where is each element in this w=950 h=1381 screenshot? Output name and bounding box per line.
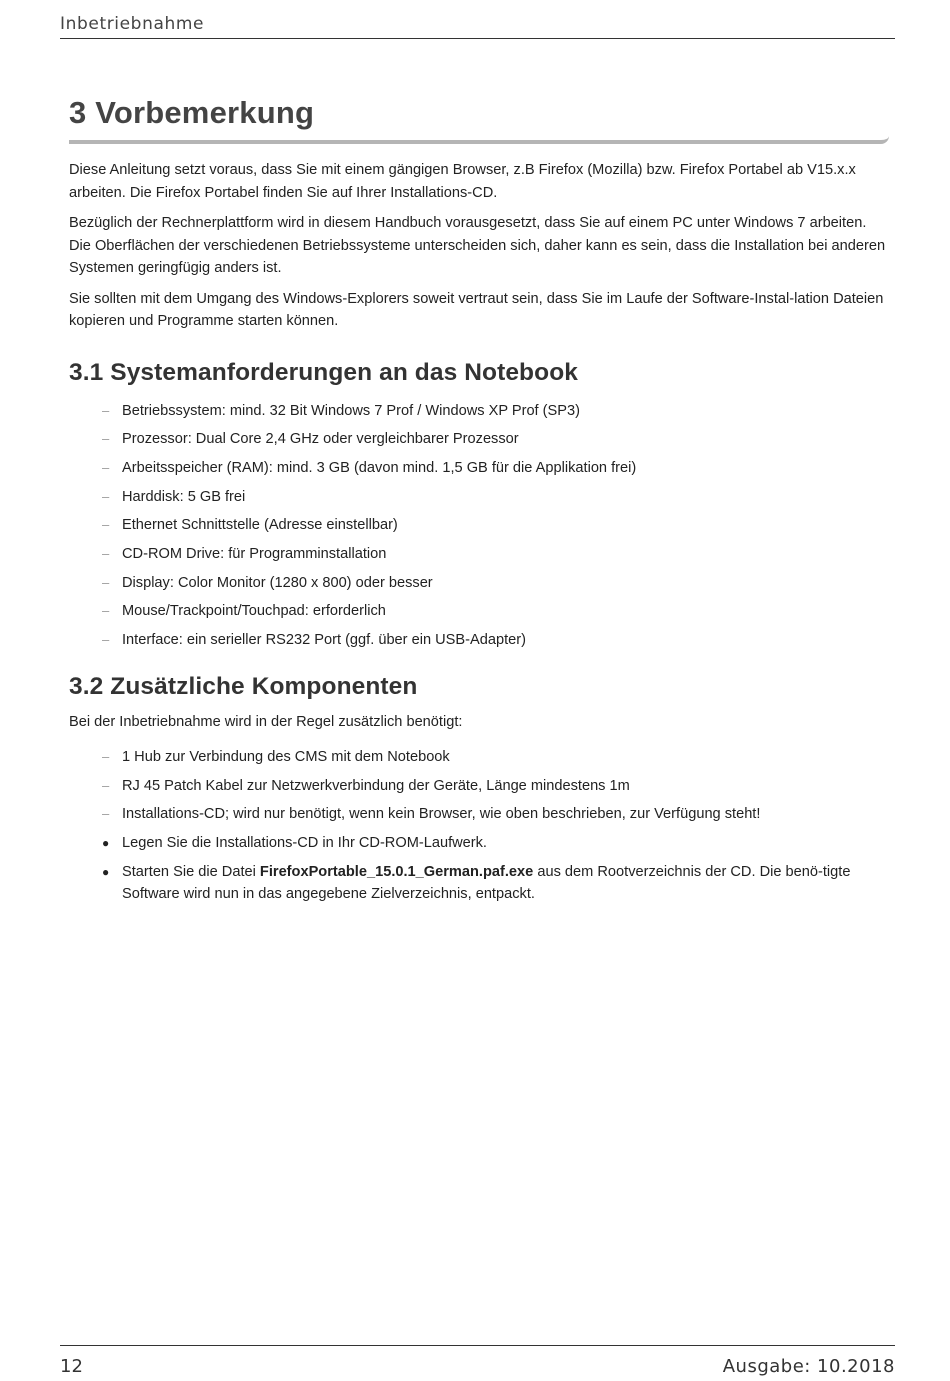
list-item	[102, 572, 889, 595]
list-item	[102, 629, 889, 652]
list-item	[102, 803, 889, 826]
requirements-list	[102, 400, 889, 652]
bullet-marker: ●	[102, 864, 110, 879]
dash-marker: –	[102, 488, 110, 504]
dash-marker: –	[102, 574, 110, 590]
section-heading-vorbemerkung: 3 Vorbemerkung	[69, 95, 889, 144]
list-item	[102, 486, 889, 509]
list-item-text: Betriebssystem: mind. 32 Bit Windows 7 Prof / Windows XP Prof (SP3)	[122, 402, 580, 419]
step-item	[102, 832, 889, 855]
list-item-text: 1 Hub zur Verbindung des CMS mit dem Notebook	[122, 749, 450, 765]
list-item-text: Installations-CD; wird nur benötigt, wenn kein Browser, wie oben beschrieben, zur Verfügung steht!	[122, 806, 761, 823]
dash-marker: –	[102, 777, 110, 793]
list-item	[102, 746, 889, 769]
list-item	[102, 775, 889, 798]
step-text: Legen Sie die Installations-CD in Ihr CD-ROM-Laufwerk.	[122, 835, 487, 852]
step-item	[102, 861, 889, 906]
paragraph-platform: Bezüglich der Rechnerplattform wird in diesem Handbuch vorausgesetzt, dass Sie auf einem PC unter Windows 7 arbeiten. Die Oberflächen der verschiedenen Betriebssysteme unterscheiden sich, daher kann es sein, dass die Installation bei anderen Systemen geringfügig anders ist.	[69, 215, 886, 276]
steps-list	[102, 832, 889, 906]
dash-marker: –	[102, 603, 110, 619]
list-item-text: Harddisk: 5 GB frei	[122, 488, 246, 505]
list-item-text: Interface: ein serieller RS232 Port (ggf. über ein USB-Adapter)	[122, 632, 526, 648]
dash-marker: –	[102, 402, 110, 418]
list-item-text: Mouse/Trackpoint/Touchpad: erforderlich	[122, 603, 386, 620]
bullet-marker: ●	[102, 836, 110, 851]
page-content	[69, 95, 889, 912]
list-item-text: Prozessor: Dual Core 2,4 GHz oder vergleichbarer Prozessor	[122, 431, 519, 448]
dash-marker: –	[102, 632, 110, 647]
dash-marker: –	[102, 806, 110, 822]
section-heading-systemanforderungen: 3.1 Systemanforderungen an das Notebook	[69, 358, 578, 386]
page-number: 12	[60, 1356, 83, 1377]
dash-marker: –	[102, 749, 110, 764]
paragraph-browser: Diese Anleitung setzt voraus, dass Sie mit einem gängigen Browser, z.B Firefox (Mozilla) bzw. Firefox Portabel ab V15.x.x arbeiten. Die Firefox Portabel finden Sie auf Ihrer Installations-CD.	[69, 162, 856, 201]
list-item	[102, 514, 889, 537]
dash-marker: –	[102, 459, 110, 475]
paragraph-explorer: Sie sollten mit dem Umgang des Windows-Explorers soweit vertraut sein, dass Sie im Laufe der Software-Instal-lation Dateien kopieren und Programme starten können.	[69, 290, 884, 329]
list-item-text: CD-ROM Drive: für Programminstallation	[122, 545, 387, 562]
list-item	[102, 400, 889, 423]
dash-marker: –	[102, 545, 110, 561]
list-item	[102, 543, 889, 566]
issue-date: Ausgabe: 10.2018	[722, 1356, 895, 1377]
list-item-text: Arbeitsspeicher (RAM): mind. 3 GB (davon mind. 1,5 GB für die Applikation frei)	[122, 459, 637, 476]
step-text-before: Starten Sie die Datei	[122, 863, 260, 880]
components-intro: Bei der Inbetriebnahme wird in der Regel zusätzlich benötigt:	[69, 713, 463, 730]
page-footer	[60, 1345, 895, 1380]
components-list	[102, 746, 889, 826]
list-item-text: Display: Color Monitor (1280 x 800) oder besser	[122, 574, 433, 591]
list-item-text: RJ 45 Patch Kabel zur Netzwerkverbindung der Geräte, Länge mindestens 1m	[122, 777, 630, 794]
list-item	[102, 428, 889, 451]
step-text-after: aus dem Rootverzeichnis der CD. Die benö-tigte Software wird nun in das angegebene Zielverzeichnis, entpackt.	[122, 863, 851, 903]
dash-marker: –	[102, 517, 110, 533]
list-item-text: Ethernet Schnittstelle (Adresse einstellbar)	[122, 517, 398, 534]
filename: FirefoxPortable_15.0.1_German.paf.exe	[259, 863, 534, 880]
dash-marker: –	[102, 431, 110, 447]
section-heading-komponenten: 3.2 Zusätzliche Komponenten	[69, 672, 418, 700]
list-item	[102, 457, 889, 480]
page-header	[60, 12, 895, 39]
header-title: Inbetriebnahme	[60, 14, 205, 34]
list-item	[102, 600, 889, 623]
